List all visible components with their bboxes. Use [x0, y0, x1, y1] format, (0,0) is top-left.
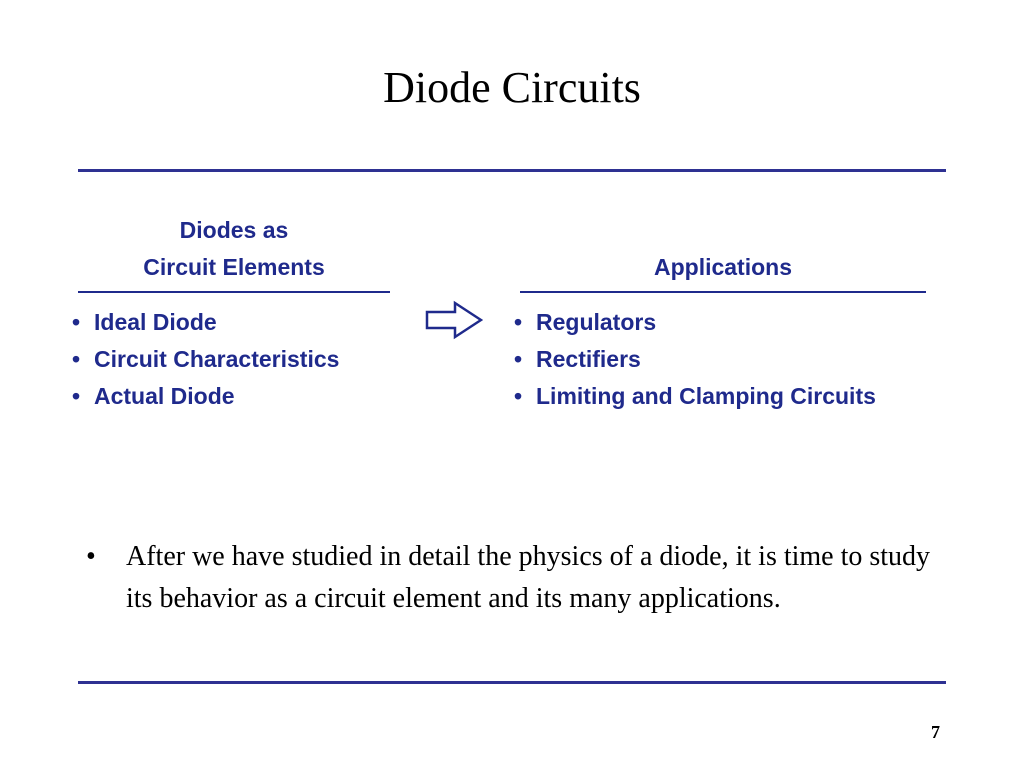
body-bullet-paragraph [86, 536, 946, 620]
list-item [72, 378, 339, 415]
bullet-icon: • [86, 541, 96, 572]
list-item [72, 341, 339, 378]
bullet-icon: • [72, 383, 81, 409]
list-item-label: Actual Diode [94, 383, 235, 409]
left-column-heading [78, 212, 390, 286]
bullet-icon: • [514, 346, 523, 372]
right-column-heading: Applications [653, 254, 792, 280]
left-heading-line1: Diodes as [179, 217, 289, 243]
bottom-divider [78, 681, 946, 684]
list-item-label: Ideal Diode [94, 309, 217, 335]
page-number: 7 [931, 722, 940, 742]
list-item-label: Rectifiers [536, 346, 641, 372]
body-text: After we have studied in detail the physics of a diode, it is time to study its behavior as a circuit element and its many applications. [126, 541, 931, 614]
left-heading-underline [78, 291, 390, 293]
list-item [514, 304, 876, 341]
bullet-icon: • [72, 346, 81, 372]
top-divider [78, 169, 946, 172]
list-item [514, 378, 876, 415]
left-bullet-list [72, 304, 339, 415]
slide-title: Diode Circuits [383, 63, 641, 112]
right-heading-underline [520, 291, 926, 293]
list-item [72, 304, 339, 341]
bullet-icon: • [72, 309, 81, 335]
right-bullet-list [514, 304, 876, 415]
list-item-label: Limiting and Clamping Circuits [536, 383, 876, 409]
right-arrow-outline-icon [425, 300, 483, 340]
bullet-icon: • [514, 383, 523, 409]
list-item-label: Regulators [536, 309, 657, 335]
list-item [514, 341, 876, 378]
bullet-icon: • [514, 309, 523, 335]
list-item-label: Circuit Characteristics [94, 346, 340, 372]
left-heading-line2: Circuit Elements [143, 254, 325, 280]
